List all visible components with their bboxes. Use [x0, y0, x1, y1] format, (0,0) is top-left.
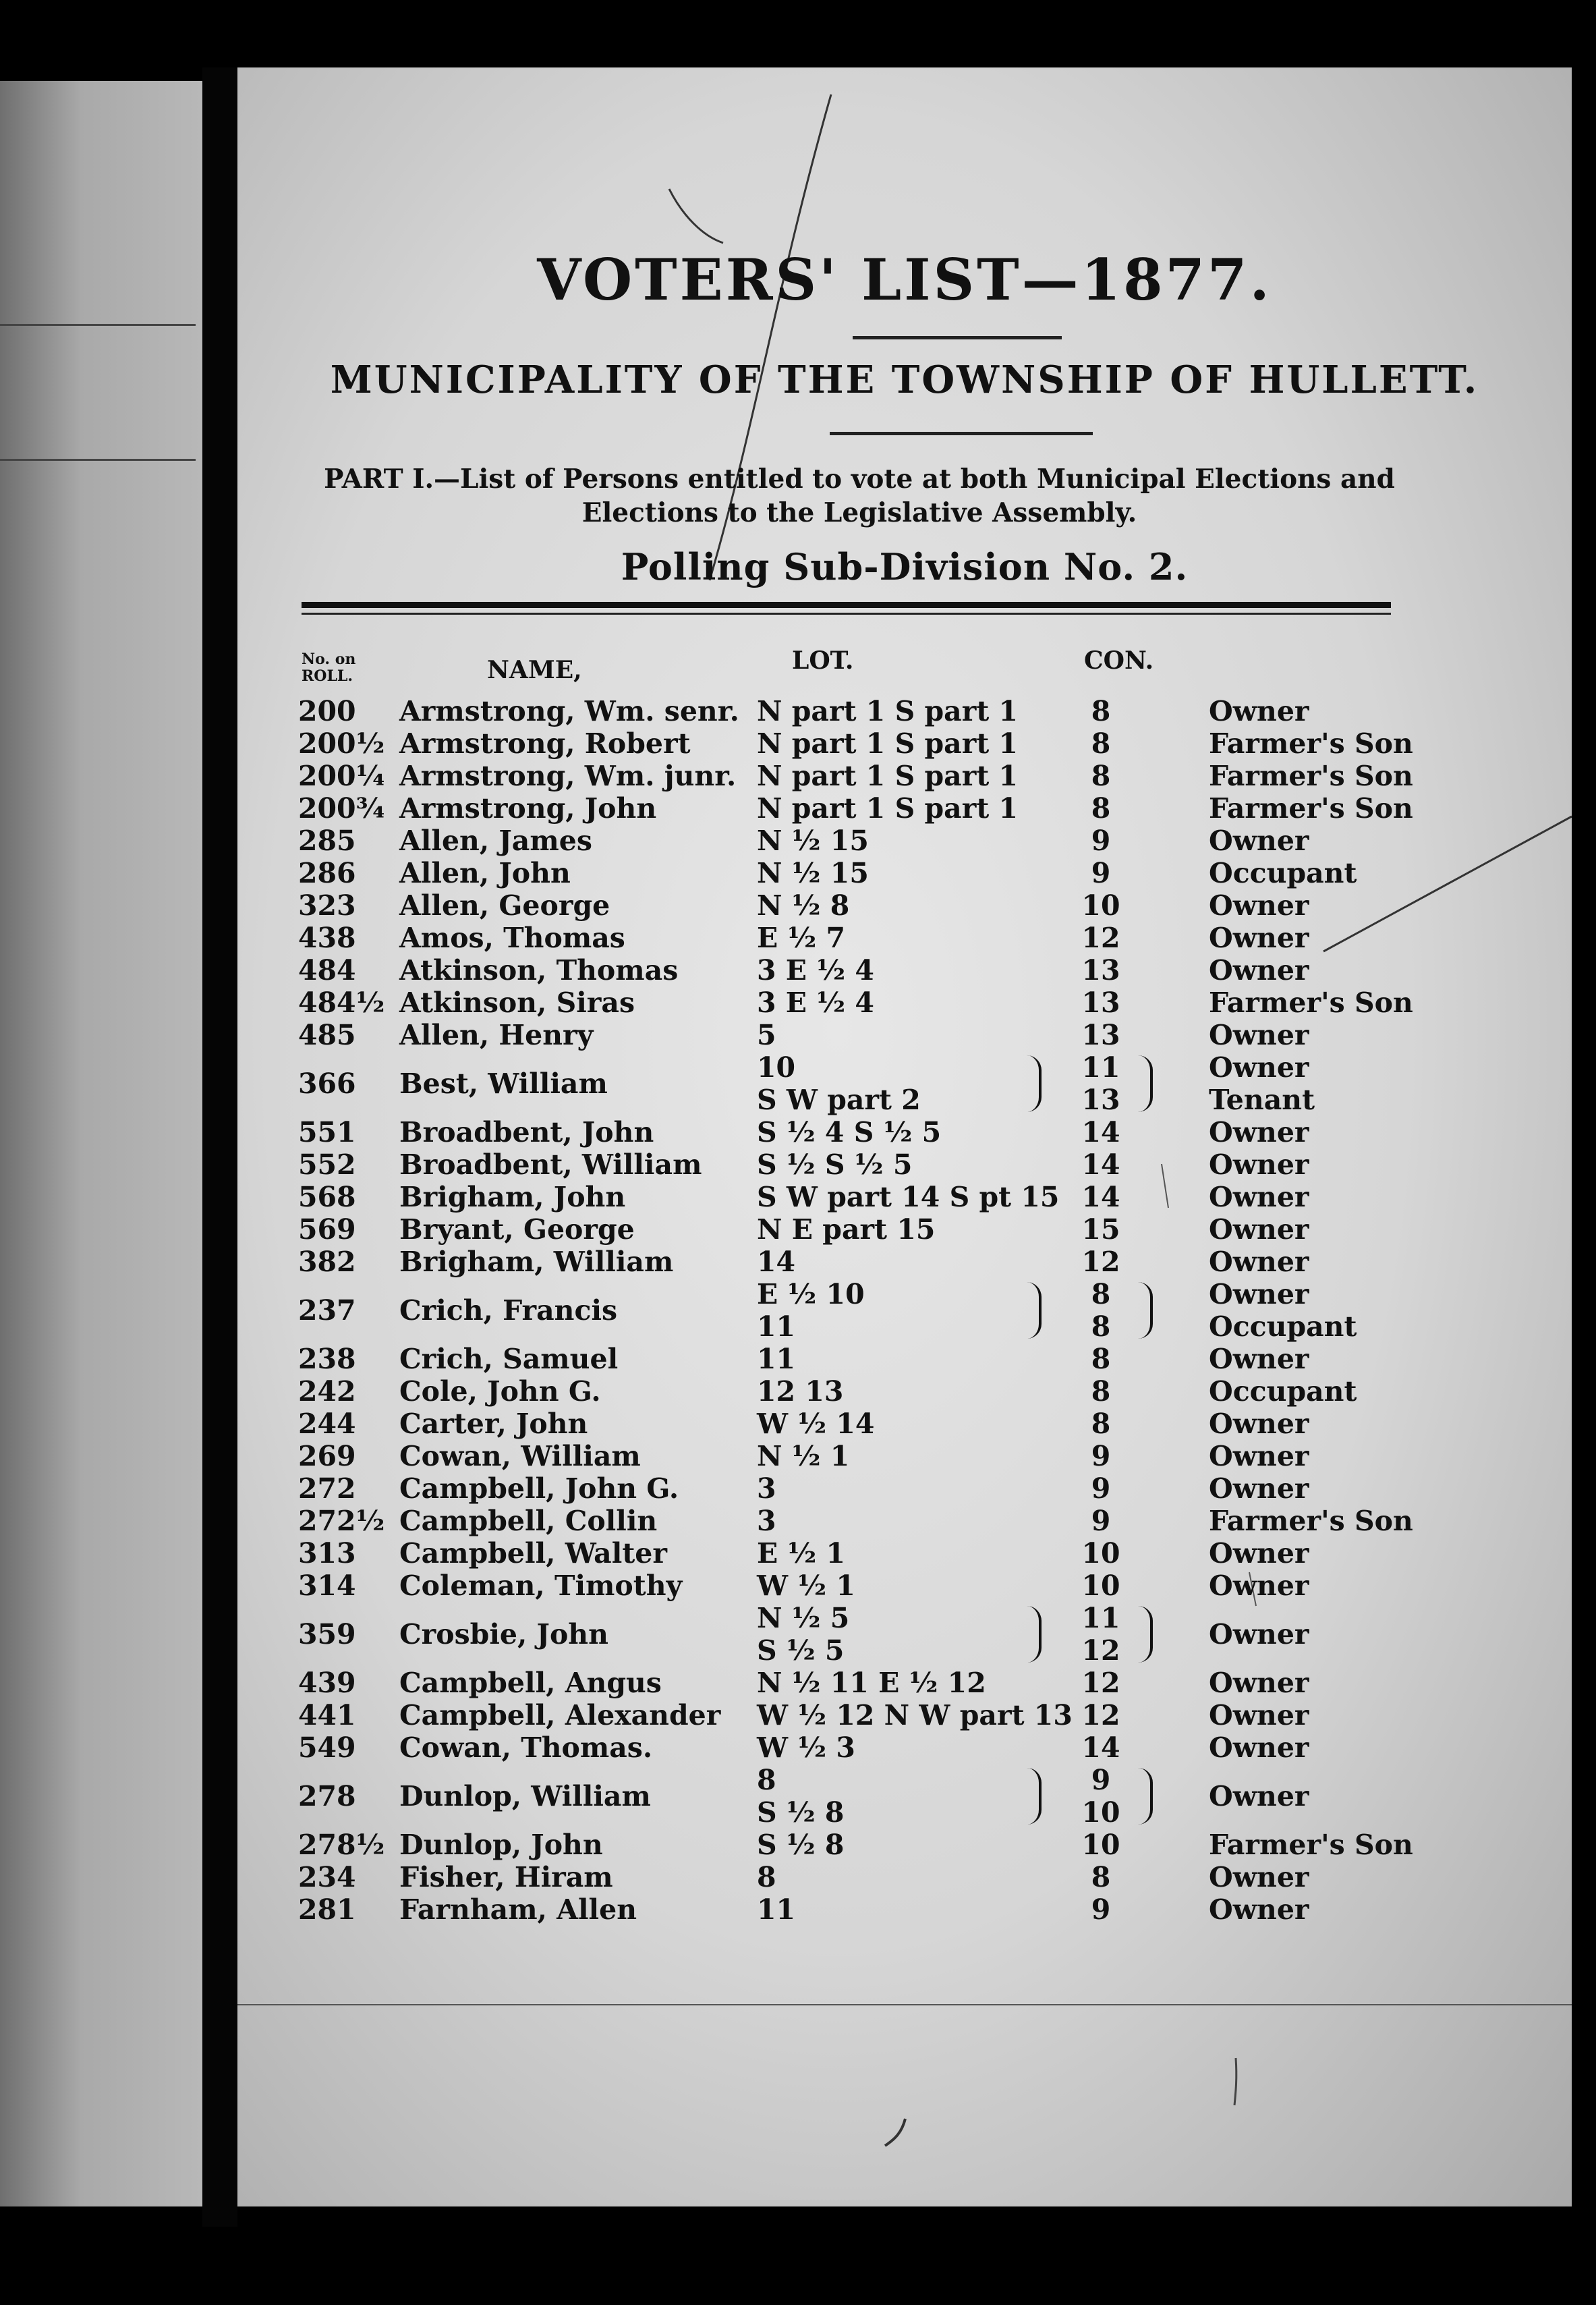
- voter-status: Owner: [1209, 1148, 1309, 1181]
- voter-status: Farmer's Son: [1209, 1505, 1413, 1537]
- voter-status: Owner: [1209, 1780, 1309, 1812]
- concession: 9: [1091, 1505, 1111, 1537]
- concession: 9: [1091, 1764, 1111, 1796]
- voter-name: Crich, Samuel: [399, 1343, 619, 1375]
- voter-name: Atkinson, Thomas: [399, 954, 679, 987]
- adjacent-page-rule: [0, 324, 196, 326]
- lot: S ½ 8: [757, 1829, 845, 1861]
- voter-status: Owner: [1209, 825, 1309, 857]
- voter-status: Occupant: [1209, 857, 1357, 889]
- lot: N ½ 11 E ½ 12: [757, 1667, 986, 1699]
- voter-name: Armstrong, John: [399, 792, 657, 825]
- roll-number: 200: [298, 695, 356, 727]
- voter-status: Owner: [1209, 1699, 1309, 1731]
- voter-row: [237, 1343, 1572, 1375]
- lot: 3 E ½ 4: [757, 987, 874, 1019]
- voter-name: Amos, Thomas: [399, 922, 625, 954]
- voter-status: Owner: [1209, 695, 1309, 727]
- voter-name: Allen, Henry: [399, 1019, 594, 1051]
- voter-name: Brigham, William: [399, 1246, 674, 1278]
- concession: 8: [1091, 792, 1111, 825]
- lot: 3: [757, 1505, 776, 1537]
- concession: 14: [1081, 1181, 1120, 1213]
- lot: E ½ 1: [757, 1537, 846, 1570]
- lot: E ½ 7: [757, 922, 846, 954]
- voter-name: Allen, John: [399, 857, 571, 889]
- roll-number: 200¾: [298, 792, 385, 825]
- voter-status: Tenant: [1209, 1084, 1315, 1116]
- lot-brace: [1027, 1768, 1042, 1825]
- voter-status: Owner: [1209, 1537, 1309, 1570]
- voter-row: [237, 760, 1572, 792]
- concession: 11: [1081, 1051, 1120, 1084]
- voter-status: Owner: [1209, 922, 1309, 954]
- voter-name: Cole, John G.: [399, 1375, 601, 1408]
- voter-status: Owner: [1209, 954, 1309, 987]
- voter-row: [237, 1893, 1572, 1926]
- lot: N part 1 S part 1: [757, 727, 1019, 760]
- voter-name: Dunlop, William: [399, 1780, 651, 1812]
- lot: S W part 2: [757, 1084, 921, 1116]
- roll-number: 272½: [298, 1505, 385, 1537]
- voter-name: Broadbent, John: [399, 1116, 654, 1148]
- voter-name: Crich, Francis: [399, 1294, 618, 1327]
- voter-status: Owner: [1209, 1861, 1309, 1893]
- adjacent-page-rule: [0, 459, 196, 461]
- voter-status: Owner: [1209, 1116, 1309, 1148]
- municipality-rule: [830, 432, 1093, 435]
- roll-number: 366: [298, 1067, 356, 1100]
- voter-name: Broadbent, William: [399, 1148, 702, 1181]
- voter-name: Campbell, Angus: [399, 1667, 662, 1699]
- lot: N part 1 S part 1: [757, 695, 1019, 727]
- lot: N ½ 8: [757, 889, 850, 922]
- concession: 10: [1081, 1570, 1120, 1602]
- voter-status: Owner: [1209, 1019, 1309, 1051]
- concession: 12: [1081, 1699, 1120, 1731]
- con-brace: [1138, 1282, 1153, 1339]
- voter-status: Farmer's Son: [1209, 727, 1413, 760]
- lot: 5: [757, 1019, 776, 1051]
- roll-number: 549: [298, 1731, 356, 1764]
- concession: 11: [1081, 1602, 1120, 1634]
- voter-name: Fisher, Hiram: [399, 1861, 613, 1893]
- concession: 8: [1091, 727, 1111, 760]
- voter-name: Armstrong, Wm. senr.: [399, 695, 739, 727]
- voter-name: Cowan, Thomas.: [399, 1731, 653, 1764]
- voter-row: [237, 695, 1572, 727]
- voter-row: [237, 1861, 1572, 1893]
- concession: 12: [1081, 922, 1120, 954]
- header-rule-thin: [302, 613, 1391, 615]
- concession: 9: [1091, 1472, 1111, 1505]
- lot: N ½ 1: [757, 1440, 850, 1472]
- voter-status: Owner: [1209, 1246, 1309, 1278]
- concession: 13: [1081, 1084, 1120, 1116]
- lot: 11: [757, 1310, 796, 1343]
- voter-name: Campbell, Collin: [399, 1505, 658, 1537]
- voter-status: Farmer's Son: [1209, 987, 1413, 1019]
- concession: 8: [1091, 1375, 1111, 1408]
- roll-number: 272: [298, 1472, 356, 1505]
- lot: S ½ 8: [757, 1796, 845, 1829]
- lot: N part 1 S part 1: [757, 792, 1019, 825]
- voter-status: Owner: [1209, 1618, 1309, 1650]
- con-brace: [1138, 1606, 1153, 1663]
- voter-row: [237, 1570, 1572, 1602]
- voter-name: Atkinson, Siras: [399, 987, 635, 1019]
- roll-number: 238: [298, 1343, 356, 1375]
- concession: 14: [1081, 1731, 1120, 1764]
- roll-number: 313: [298, 1537, 356, 1570]
- voter-row: [237, 1537, 1572, 1570]
- column-header-name: NAME,: [487, 656, 582, 684]
- concession: 10: [1081, 889, 1120, 922]
- voter-row: [237, 1440, 1572, 1472]
- page-spine: [202, 67, 237, 2227]
- roll-number: 552: [298, 1148, 356, 1181]
- roll-number: 438: [298, 922, 356, 954]
- voter-row: [237, 1148, 1572, 1181]
- column-header-lot: LOT.: [792, 646, 854, 675]
- lot: S ½ 4 S ½ 5: [757, 1116, 942, 1148]
- voter-name: Allen, George: [399, 889, 610, 922]
- voter-row: [237, 1829, 1572, 1861]
- voter-row: [237, 1181, 1572, 1213]
- lot: W ½ 14: [757, 1408, 875, 1440]
- concession: 8: [1091, 695, 1111, 727]
- con-brace: [1138, 1055, 1153, 1112]
- voter-name: Best, William: [399, 1067, 608, 1100]
- voter-row: [237, 1246, 1572, 1278]
- voter-name: Campbell, Walter: [399, 1537, 667, 1570]
- roll-number: 382: [298, 1246, 356, 1278]
- column-header-roll: No. on ROLL.: [302, 650, 356, 685]
- lot-brace: [1027, 1055, 1042, 1112]
- concession: 10: [1081, 1796, 1120, 1829]
- lot: S ½ S ½ 5: [757, 1148, 913, 1181]
- voter-status: Farmer's Son: [1209, 792, 1413, 825]
- roll-number: 485: [298, 1019, 356, 1051]
- voter-status: Farmer's Son: [1209, 760, 1413, 792]
- voter-status: Owner: [1209, 1278, 1309, 1310]
- roll-number: 278: [298, 1780, 356, 1812]
- voter-status: Owner: [1209, 889, 1309, 922]
- voter-name: Campbell, Alexander: [399, 1699, 721, 1731]
- voter-status: Owner: [1209, 1343, 1309, 1375]
- voter-row: [237, 1764, 1572, 1829]
- polling-subdivision: Polling Sub-Division No. 2.: [621, 545, 1189, 588]
- column-header-con: CON.: [1084, 646, 1154, 675]
- lot: 14: [757, 1246, 796, 1278]
- document-page: [237, 67, 1572, 2206]
- roll-number: 278½: [298, 1829, 385, 1861]
- voter-name: Crosbie, John: [399, 1618, 608, 1650]
- roll-number: 242: [298, 1375, 356, 1408]
- voter-status: Owner: [1209, 1181, 1309, 1213]
- concession: 10: [1081, 1537, 1120, 1570]
- lot: N ½ 5: [757, 1602, 850, 1634]
- roll-number: 200½: [298, 727, 385, 760]
- concession: 8: [1091, 1861, 1111, 1893]
- voter-status: Owner: [1209, 1408, 1309, 1440]
- voter-name: Cowan, William: [399, 1440, 641, 1472]
- roll-number: 568: [298, 1181, 356, 1213]
- roll-number: 359: [298, 1618, 356, 1650]
- voter-status: Owner: [1209, 1213, 1309, 1246]
- lot: N ½ 15: [757, 857, 869, 889]
- voter-row: [237, 727, 1572, 760]
- lot: S W part 14 S pt 15: [757, 1181, 1060, 1213]
- voter-name: Dunlop, John: [399, 1829, 603, 1861]
- roll-number: 439: [298, 1667, 356, 1699]
- title-rule: [853, 336, 1062, 339]
- voter-row: [237, 1375, 1572, 1408]
- roll-number: 200¼: [298, 760, 385, 792]
- roll-number: 269: [298, 1440, 356, 1472]
- lot-brace: [1027, 1282, 1042, 1339]
- lot: W ½ 3: [757, 1731, 855, 1764]
- bottom-rule: [237, 2004, 1572, 2005]
- concession: 13: [1081, 987, 1120, 1019]
- document-title: VOTERS' LIST—1877.: [537, 246, 1272, 313]
- voter-row: [237, 1667, 1572, 1699]
- concession: 9: [1091, 825, 1111, 857]
- voter-row: [237, 1278, 1572, 1343]
- voter-name: Bryant, George: [399, 1213, 635, 1246]
- lot: W ½ 1: [757, 1570, 855, 1602]
- lot: 3: [757, 1472, 776, 1505]
- voter-row: [237, 1472, 1572, 1505]
- roll-number: 286: [298, 857, 356, 889]
- lot: 3 E ½ 4: [757, 954, 874, 987]
- voter-status: Owner: [1209, 1893, 1309, 1926]
- concession: 9: [1091, 1893, 1111, 1926]
- concession: 14: [1081, 1148, 1120, 1181]
- voter-status: Owner: [1209, 1731, 1309, 1764]
- roll-number: 244: [298, 1408, 356, 1440]
- voter-name: Farnham, Allen: [399, 1893, 637, 1926]
- voter-row: [237, 987, 1572, 1019]
- voter-row: [237, 954, 1572, 987]
- voter-status: Owner: [1209, 1440, 1309, 1472]
- roll-number: 551: [298, 1116, 356, 1148]
- concession: 8: [1091, 1408, 1111, 1440]
- voter-row: [237, 857, 1572, 889]
- lot: 8: [757, 1861, 776, 1893]
- part-text: —List of Persons entitled to vote at both Municipal Elections and Elections to the Legislative Assembly.: [434, 464, 1395, 528]
- roll-number: 234: [298, 1861, 356, 1893]
- voter-row: [237, 1116, 1572, 1148]
- lot: E ½ 10: [757, 1278, 865, 1310]
- roll-number: 484: [298, 954, 356, 987]
- voter-status: Occupant: [1209, 1310, 1357, 1343]
- part-heading: [300, 462, 1419, 530]
- voter-name: Carter, John: [399, 1408, 588, 1440]
- voter-row: [237, 1602, 1572, 1667]
- voter-name: Brigham, John: [399, 1181, 626, 1213]
- lot: N E part 15: [757, 1213, 936, 1246]
- concession: 14: [1081, 1116, 1120, 1148]
- voter-status: Owner: [1209, 1667, 1309, 1699]
- concession: 12: [1081, 1246, 1120, 1278]
- roll-number: 569: [298, 1213, 356, 1246]
- lot: N ½ 15: [757, 825, 869, 857]
- concession: 8: [1091, 1310, 1111, 1343]
- voter-status: Owner: [1209, 1570, 1309, 1602]
- header-rule: [302, 602, 1391, 608]
- municipality-heading: MUNICIPALITY OF THE TOWNSHIP OF HULLETT.: [330, 358, 1479, 402]
- concession: 15: [1081, 1213, 1120, 1246]
- con-brace: [1138, 1768, 1153, 1825]
- voter-row: [237, 825, 1572, 857]
- adjacent-page-fragment: [0, 81, 202, 2206]
- concession: 8: [1091, 1278, 1111, 1310]
- lot: 12 13: [757, 1375, 844, 1408]
- part-label: PART I.: [324, 464, 434, 495]
- roll-number: 285: [298, 825, 356, 857]
- voter-row: [237, 1019, 1572, 1051]
- voter-name: Armstrong, Wm. junr.: [399, 760, 737, 792]
- concession: 8: [1091, 760, 1111, 792]
- voter-name: Coleman, Timothy: [399, 1570, 683, 1602]
- concession: 9: [1091, 857, 1111, 889]
- roll-number: 237: [298, 1294, 356, 1327]
- concession: 9: [1091, 1440, 1111, 1472]
- lot: 8: [757, 1764, 776, 1796]
- concession: 12: [1081, 1667, 1120, 1699]
- voter-row: [237, 1505, 1572, 1537]
- roll-number: 314: [298, 1570, 356, 1602]
- voter-status: Owner: [1209, 1051, 1309, 1084]
- voter-name: Allen, James: [399, 825, 592, 857]
- concession: 13: [1081, 954, 1120, 987]
- voter-row: [237, 1051, 1572, 1116]
- roll-number: 281: [298, 1893, 356, 1926]
- roll-number: 484½: [298, 987, 385, 1019]
- voter-status: Farmer's Son: [1209, 1829, 1413, 1861]
- concession: 10: [1081, 1829, 1120, 1861]
- voter-status: Owner: [1209, 1472, 1309, 1505]
- lot-brace: [1027, 1606, 1042, 1663]
- concession: 8: [1091, 1343, 1111, 1375]
- roll-number: 323: [298, 889, 356, 922]
- voter-row: [237, 922, 1572, 954]
- lot: W ½ 12 N W part 13: [757, 1699, 1073, 1731]
- voter-row: [237, 889, 1572, 922]
- voter-row: [237, 1213, 1572, 1246]
- lot: 11: [757, 1893, 796, 1926]
- lot: S ½ 5: [757, 1634, 845, 1667]
- voter-row: [237, 1699, 1572, 1731]
- voter-row: [237, 1731, 1572, 1764]
- voter-row: [237, 1408, 1572, 1440]
- voter-name: Campbell, John G.: [399, 1472, 679, 1505]
- lot: 10: [757, 1051, 796, 1084]
- roll-number: 441: [298, 1699, 356, 1731]
- voter-name: Armstrong, Robert: [399, 727, 691, 760]
- voter-status: Occupant: [1209, 1375, 1357, 1408]
- voter-row: [237, 792, 1572, 825]
- concession: 12: [1081, 1634, 1120, 1667]
- concession: 13: [1081, 1019, 1120, 1051]
- lot: 11: [757, 1343, 796, 1375]
- lot: N part 1 S part 1: [757, 760, 1019, 792]
